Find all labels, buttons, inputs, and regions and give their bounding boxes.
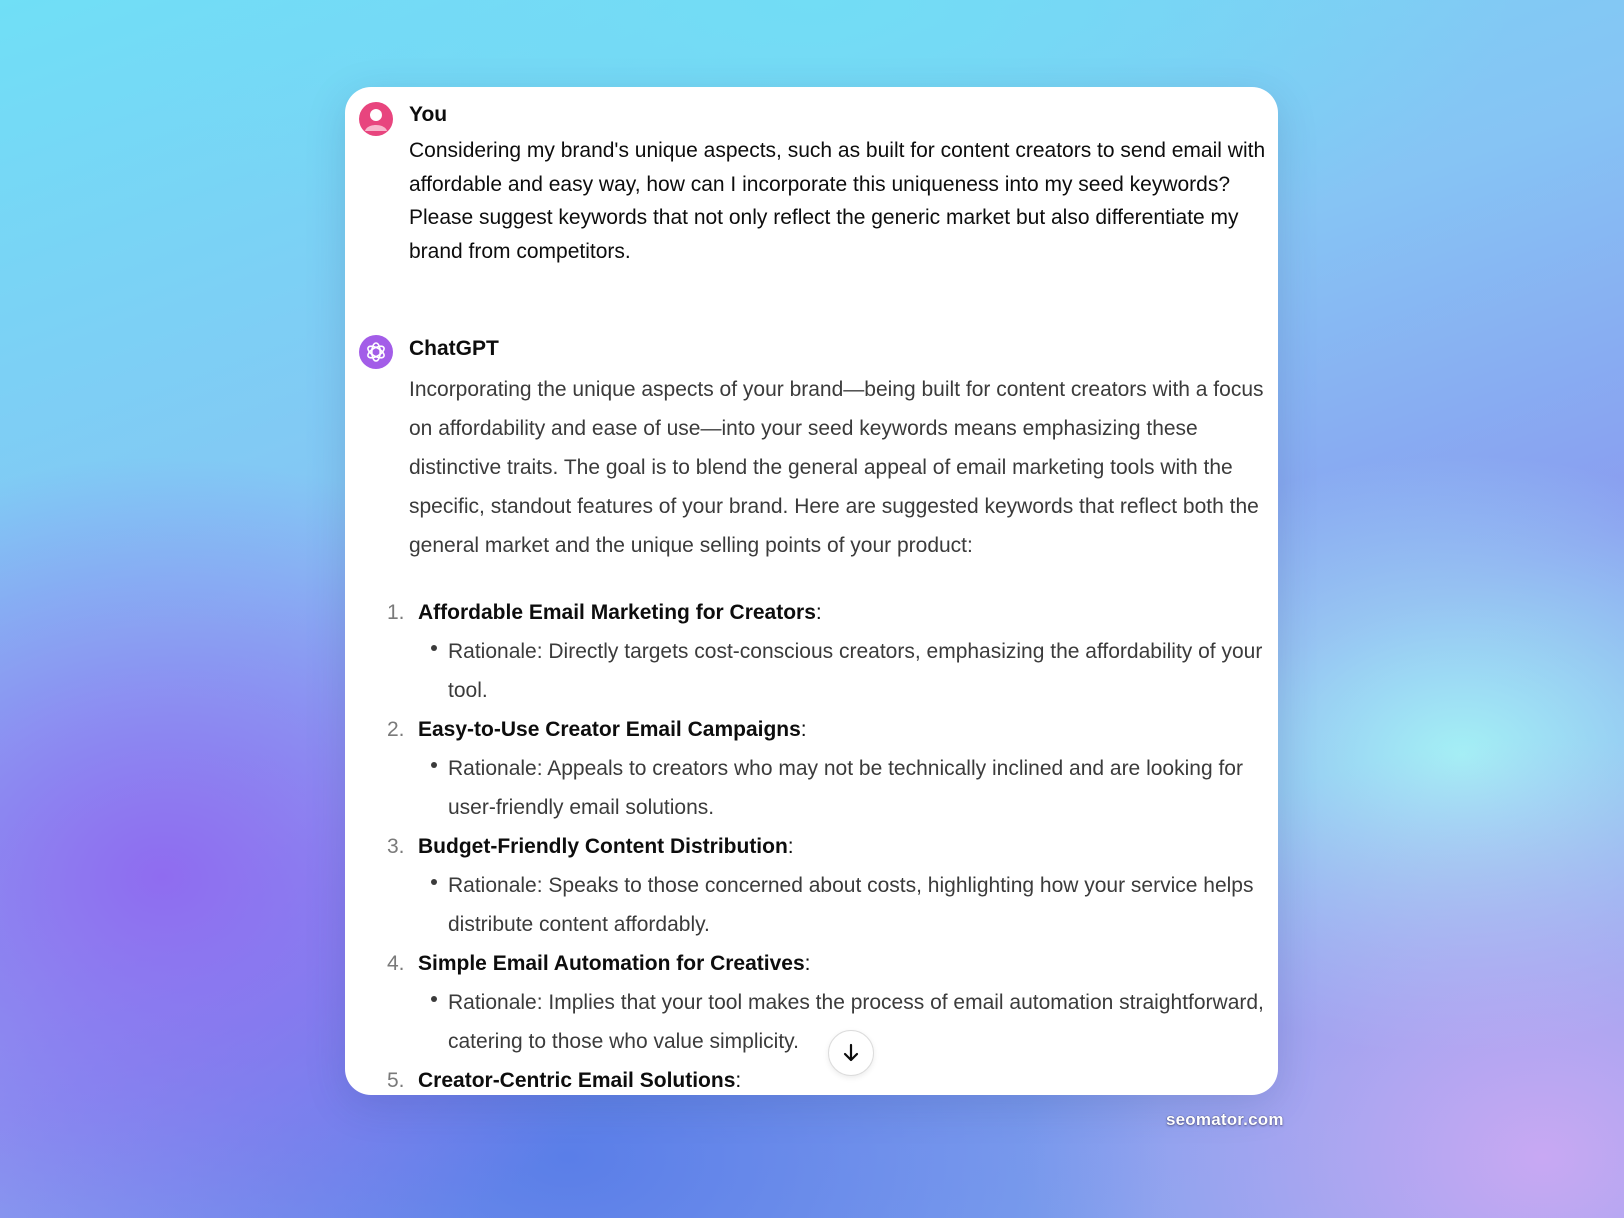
list-item bbox=[345, 944, 1278, 983]
chat-card bbox=[345, 87, 1278, 1095]
list-item-colon: : bbox=[815, 601, 822, 624]
list-item-title: Affordable Email Marketing for Creators bbox=[418, 601, 816, 624]
list-item-colon: : bbox=[800, 718, 807, 741]
list-item-title: Simple Email Automation for Creatives bbox=[418, 952, 805, 975]
user-message: Considering my brand's unique aspects, such as built for content creators to send email with affordable and easy way, how can I incorporate this uniqueness into my seed keywords? Please suggest keywords that not only reflect the generic market but also differentiate my brand from competitors. bbox=[409, 139, 1266, 263]
list-item-rationale bbox=[345, 632, 1278, 710]
list-item-rationale bbox=[345, 749, 1278, 827]
watermark: seomator.com bbox=[1166, 1110, 1284, 1129]
user-avatar-icon bbox=[359, 102, 393, 136]
list-item-colon: : bbox=[804, 952, 811, 975]
rationale-text: Rationale: Appeals to creators who may not be technically inclined and are looking for user-friendly email solutions. bbox=[448, 757, 1243, 819]
list-item-number: 2. bbox=[387, 718, 405, 741]
user-sender-name: You bbox=[409, 103, 448, 126]
arrow-down-icon bbox=[840, 1042, 862, 1064]
assistant-sender-name: ChatGPT bbox=[409, 337, 499, 360]
list-item-number: 1. bbox=[387, 601, 405, 624]
rationale-text: Rationale: Directly targets cost-conscious creators, emphasizing the affordability of your tool. bbox=[448, 640, 1263, 702]
bullet-icon bbox=[431, 645, 437, 651]
openai-logo-icon bbox=[359, 335, 393, 369]
list-item bbox=[345, 710, 1278, 749]
bullet-icon bbox=[431, 762, 437, 768]
scroll-down-button[interactable] bbox=[828, 1030, 874, 1076]
keyword-list bbox=[345, 593, 1278, 1095]
rationale-text: Rationale: Speaks to those concerned about costs, highlighting how your service helps distribute content affordably. bbox=[448, 874, 1254, 936]
bullet-icon bbox=[431, 879, 437, 885]
list-item-title: Budget-Friendly Content Distribution bbox=[418, 835, 788, 858]
bullet-icon bbox=[431, 996, 437, 1002]
list-item-rationale bbox=[345, 866, 1278, 944]
list-item-colon: : bbox=[787, 835, 794, 858]
list-item-title: Creator-Centric Email Solutions bbox=[418, 1069, 736, 1092]
assistant-intro: Incorporating the unique aspects of your brand—being built for content creators with a focus on affordability and ease of use—into your seed keywords means emphasizing these distinctive traits. The goal is to blend the general appeal of email marketing tools with the specific, standout features of your brand. Here are suggested keywords that reflect both the general market and the unique selling points of your product: bbox=[409, 378, 1264, 557]
list-item bbox=[345, 1061, 1278, 1095]
list-item-number: 5. bbox=[387, 1069, 405, 1092]
list-item bbox=[345, 593, 1278, 632]
list-item-rationale bbox=[345, 983, 1278, 1061]
rationale-text: Rationale: Implies that your tool makes the process of email automation straightforward, catering to those who value simplicity. bbox=[448, 991, 1264, 1053]
list-item-number: 4. bbox=[387, 952, 405, 975]
list-item-colon: : bbox=[735, 1069, 742, 1092]
list-item-title: Easy-to-Use Creator Email Campaigns bbox=[418, 718, 801, 741]
list-item-number: 3. bbox=[387, 835, 405, 858]
list-item bbox=[345, 827, 1278, 866]
